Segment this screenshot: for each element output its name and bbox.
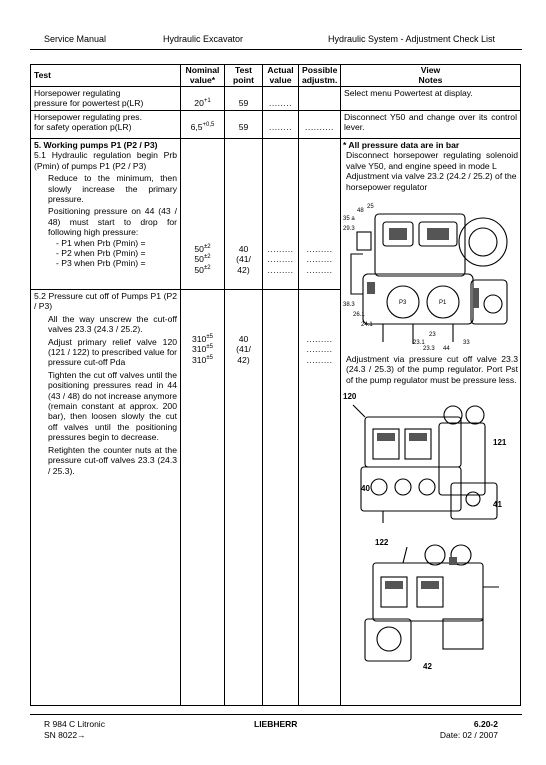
footer-rule xyxy=(30,714,522,715)
callout: P3 xyxy=(399,300,407,307)
callout: 26.1 xyxy=(353,312,365,319)
callout: 29.3 xyxy=(343,226,355,233)
row1-test-point: 59 xyxy=(225,87,263,111)
sec51-p1: Reduce to the minimum, then slowly increase the primary pressure. xyxy=(48,173,177,205)
table-header-row xyxy=(31,65,521,87)
sec51-p3-line: - P3 when Prb (Pmin) = xyxy=(56,258,146,269)
footer-model: R 984 C Litronic xyxy=(44,719,105,729)
row2-note: Disconnect Y50 and change over its control lever. xyxy=(341,111,521,139)
note-star: * All pressure data are in bar xyxy=(343,140,460,150)
callout: 25 xyxy=(367,204,374,211)
callout: 24.1 xyxy=(361,322,373,329)
sec5-actual: ......... ......... ......... xyxy=(263,139,299,290)
header-rule xyxy=(30,49,522,50)
callout: 120 xyxy=(343,392,357,402)
pump-regulator-figure xyxy=(343,194,515,352)
footer-date: Date: 02 / 2007 xyxy=(439,730,498,740)
sec52-p1: All the way unscrew the cut-off valves 23.3 (24.3 / 25.2). xyxy=(48,313,177,335)
header-right: Hydraulic System - Adjustment Check List xyxy=(328,34,496,44)
callout: 41 xyxy=(493,500,502,510)
sec52-actual xyxy=(263,290,299,706)
header-left: Service Manual xyxy=(44,34,107,44)
sec5-nominal: $50^{\pm 2}$ $50^{\pm 2}$ $50^{\pm 2}$ xyxy=(181,139,225,290)
col-actual: Actual value xyxy=(263,65,299,87)
header-center: Hydraulic Excavator xyxy=(163,34,244,44)
sec52-title: 5.2 Pressure cut off of Pumps P1 (P2 / P3) xyxy=(34,291,177,312)
note-52: Adjustment via pressure cut off valve 23.3 (24.3 / 25.3) of the pump regulator. Port Pst of the pump regulator must be pressure less. xyxy=(346,354,518,385)
sec51-p2-line: - P2 when Prb (Pmin) = xyxy=(56,248,146,259)
row2-test-point: 59 xyxy=(225,111,263,139)
relief-valve-figure xyxy=(343,387,515,677)
row1-possible xyxy=(299,87,341,111)
callout: 48 xyxy=(357,208,364,215)
sec52-nominal: $310^{\pm 5}$ $310^{\pm 5}$ $310^{\pm 5}$ xyxy=(181,290,225,706)
sec52-p4: Retighten the counter nuts at the pressure cut-off valves 23.3 (24.3 / 25.3). xyxy=(48,444,177,476)
sec52-possible: ......... ......... ......... xyxy=(299,290,341,706)
table-row xyxy=(31,139,521,290)
callout: 44 xyxy=(443,346,450,353)
sec51-p1-line: - P1 when Prb (Pmin) = xyxy=(56,237,146,248)
sec5-title: 5. Working pumps P1 (P2 / P3) xyxy=(34,140,158,150)
col-nominal: Nominal value* xyxy=(181,65,225,87)
row1-actual: ........ xyxy=(263,87,299,111)
sec52-p3: Tighten the cut off valves until the positioning pressures read in 44 (43 / 48) do not increase anymore (remain constant at approx. 200 bar), then loosen slowly the cut off valves until the positioning pressures begin to decrease. xyxy=(48,369,177,443)
row2-possible: .......... xyxy=(299,111,341,139)
sec5-test-point: 40 (41/ 42) xyxy=(225,139,263,290)
callout: 40 xyxy=(361,484,370,494)
footer-page: 6.20-2 xyxy=(473,719,498,729)
footer-serial: SN 8022→ xyxy=(44,730,86,740)
callout: 121 xyxy=(493,438,507,448)
sec51-title: 5.1 Hydraulic regulation begin Prb (Pmin) of pumps P1 (P2 / P3) xyxy=(34,150,177,171)
callout: 42 xyxy=(423,662,432,672)
callout: 38.3 xyxy=(343,302,355,309)
row1-nominal: $20^{+1}$ xyxy=(181,87,225,111)
row2-actual: ........ xyxy=(263,111,299,139)
col-notes: View Notes xyxy=(341,65,521,87)
row1-test: Horsepower regulating pressure for powertest p(LR) xyxy=(31,87,181,111)
note-a: Disconnect horsepower regulating solenoid valve Y50, and engine speed in mode L xyxy=(346,150,518,171)
sec51-p2: Positioning pressure on 44 (43 / 48) must start to drop for following high pressure: xyxy=(48,206,177,238)
adjustment-check-table xyxy=(30,64,521,706)
table-row xyxy=(31,111,521,139)
callout: 23.1 xyxy=(413,340,425,347)
callout: 23 xyxy=(429,332,436,339)
sec52-test xyxy=(31,290,181,706)
col-possible: Possible adjustm. xyxy=(299,65,341,87)
note-b: Adjustment via valve 23.2 (24.2 / 25.2) of the horsepower regulator xyxy=(346,171,517,192)
sec5-test xyxy=(31,139,181,290)
col-test: Test xyxy=(31,65,181,87)
callout: 23.3 xyxy=(423,346,435,353)
sec52-p2: Adjust primary relief valve 120 (121 / 122) to prescribed value for pressure cut-off Pda xyxy=(48,336,177,368)
sec52-test-point: 40 (41/ 42) xyxy=(225,290,263,706)
callout: 33 xyxy=(463,340,470,347)
sec5-notes xyxy=(341,139,521,706)
table-row xyxy=(31,87,521,111)
callout: P1 xyxy=(439,300,447,307)
row2-nominal: $6,5^{+0,5}$ xyxy=(181,111,225,139)
row2-test: Horsepower regulating pres. for safety operation p(LR) xyxy=(31,111,181,139)
sec5-possible: ......... ......... ......... xyxy=(299,139,341,290)
callout: 35 a xyxy=(343,216,355,223)
footer-brand: LIEBHERR xyxy=(254,719,298,729)
row1-note: Select menu Powertest at display. xyxy=(341,87,521,111)
col-test-point: Test point xyxy=(225,65,263,87)
callout: 122 xyxy=(375,538,389,548)
